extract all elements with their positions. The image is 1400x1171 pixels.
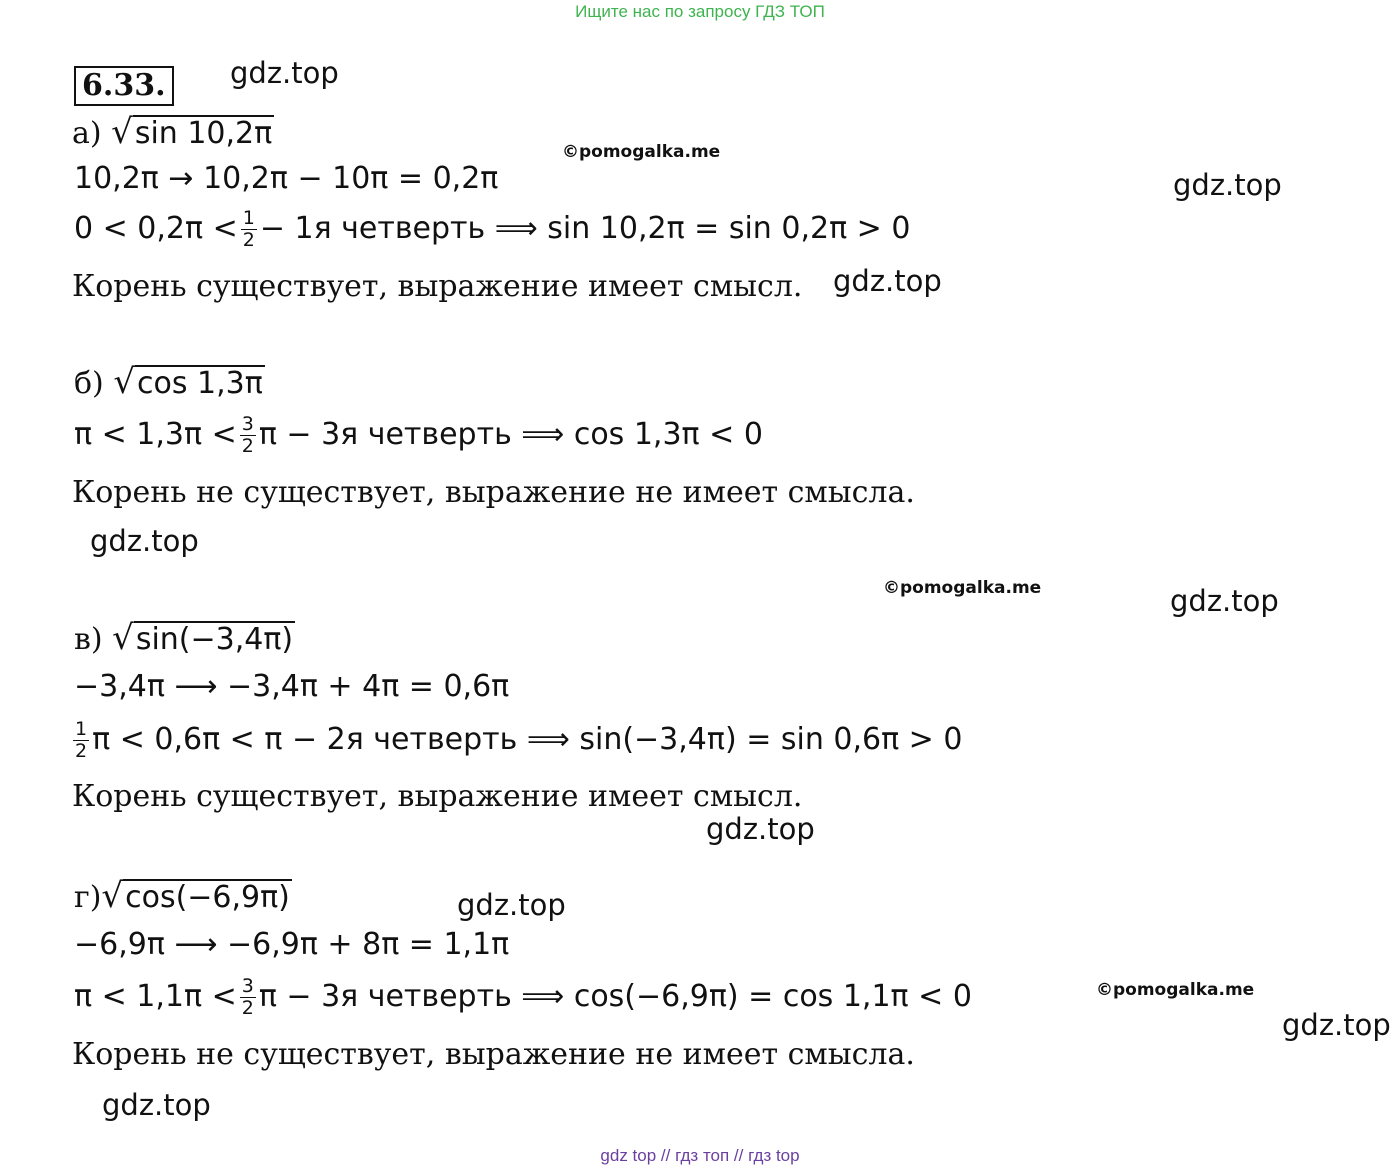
watermark-gdz: gdz.top bbox=[706, 812, 815, 846]
fraction-denominator: 2 bbox=[75, 740, 88, 762]
fraction bbox=[240, 414, 256, 457]
fraction-numerator: 3 bbox=[241, 413, 254, 435]
part-v-line1: −3,4π ⟶ −3,4π + 4π = 0,6π bbox=[74, 669, 510, 704]
part-v-radicand: sin(−3,4π) bbox=[135, 622, 294, 657]
watermark-gdz: gdz.top bbox=[102, 1088, 211, 1122]
part-a-header bbox=[72, 112, 274, 154]
part-b-line1 bbox=[74, 414, 763, 457]
radical-sign-icon: √ bbox=[101, 876, 124, 916]
search-hint-banner: Ищите нас по запросу ГДЗ ТОП bbox=[575, 2, 825, 21]
watermark-gdz: gdz.top bbox=[90, 524, 199, 558]
part-a-conclusion: Корень существует, выражение имеет смысл. bbox=[72, 269, 803, 304]
watermark-gdz: gdz.top bbox=[230, 56, 339, 90]
part-g-line1: −6,9π ⟶ −6,9π + 8π = 1,1π bbox=[74, 927, 510, 962]
watermark-gdz: gdz.top bbox=[1173, 168, 1282, 202]
part-a-line2-left: 0 < 0,2π < bbox=[74, 211, 238, 246]
watermark-gdz: gdz.top bbox=[1170, 584, 1279, 618]
part-g-line2-right: π − 3я четверть ⟹ cos(−6,9π) = cos 1,1π < 0 bbox=[258, 979, 972, 1014]
watermark-gdz: gdz.top bbox=[457, 888, 566, 922]
part-g-conclusion: Корень не существует, выражение не имеет смысла. bbox=[72, 1037, 915, 1072]
fraction-denominator: 2 bbox=[241, 997, 254, 1019]
radical-sign-icon: √ bbox=[111, 112, 133, 152]
part-g-header bbox=[74, 876, 292, 918]
part-g-radicand: cos(−6,9π) bbox=[125, 880, 290, 915]
part-v-conclusion: Корень существует, выражение имеет смысл. bbox=[72, 779, 803, 814]
fraction-denominator: 2 bbox=[242, 229, 255, 251]
footer-links: gdz top // гдз топ // гдз top bbox=[600, 1146, 800, 1165]
watermark-pomogalka: ©pomogalka.me bbox=[562, 142, 721, 162]
part-v-line2 bbox=[70, 719, 962, 762]
part-b-label: б) bbox=[74, 366, 104, 401]
part-b-conclusion: Корень не существует, выражение не имеет смысла. bbox=[72, 475, 915, 510]
fraction bbox=[73, 719, 89, 762]
watermark-pomogalka: ©pomogalka.me bbox=[1096, 980, 1255, 1000]
fraction bbox=[241, 208, 257, 251]
part-g-line2 bbox=[74, 976, 972, 1019]
fraction-denominator: 2 bbox=[241, 435, 254, 457]
part-v-header bbox=[74, 618, 295, 660]
fraction-numerator: 1 bbox=[75, 718, 88, 740]
part-a-label: а) bbox=[72, 116, 102, 151]
sqrt-expression bbox=[111, 112, 274, 154]
radical-sign-icon: √ bbox=[112, 618, 134, 658]
part-v-line2-right: π < 0,6π < π − 2я четверть ⟹ sin(−3,4π) = sin 0,6π > 0 bbox=[92, 722, 963, 757]
part-a-line2 bbox=[74, 208, 910, 251]
problem-number: 6.33. bbox=[74, 66, 174, 106]
part-g-label: г) bbox=[74, 880, 102, 915]
fraction bbox=[240, 976, 256, 1019]
fraction-numerator: 1 bbox=[242, 207, 255, 229]
part-a-line2-right: − 1я четверть ⟹ sin 10,2π = sin 0,2π > 0 bbox=[259, 211, 911, 246]
part-b-header bbox=[74, 362, 265, 404]
watermark-gdz: gdz.top bbox=[833, 264, 942, 298]
sqrt-expression bbox=[101, 876, 291, 918]
sqrt-expression bbox=[112, 618, 295, 660]
watermark-pomogalka: ©pomogalka.me bbox=[883, 578, 1042, 598]
fraction-numerator: 3 bbox=[241, 975, 254, 997]
part-b-line1-right: π − 3я четверть ⟹ cos 1,3π < 0 bbox=[258, 417, 763, 452]
part-a-radicand: sin 10,2π bbox=[134, 116, 273, 151]
part-b-line1-left: π < 1,3π < bbox=[74, 417, 237, 452]
part-v-label: в) bbox=[74, 622, 103, 657]
part-b-radicand: cos 1,3π bbox=[136, 366, 263, 401]
part-g-line2-left: π < 1,1π < bbox=[74, 979, 237, 1014]
radical-sign-icon: √ bbox=[113, 362, 135, 402]
watermark-gdz: gdz.top bbox=[1282, 1008, 1391, 1042]
sqrt-expression bbox=[113, 362, 264, 404]
part-a-line1: 10,2π → 10,2π − 10π = 0,2π bbox=[74, 161, 499, 196]
